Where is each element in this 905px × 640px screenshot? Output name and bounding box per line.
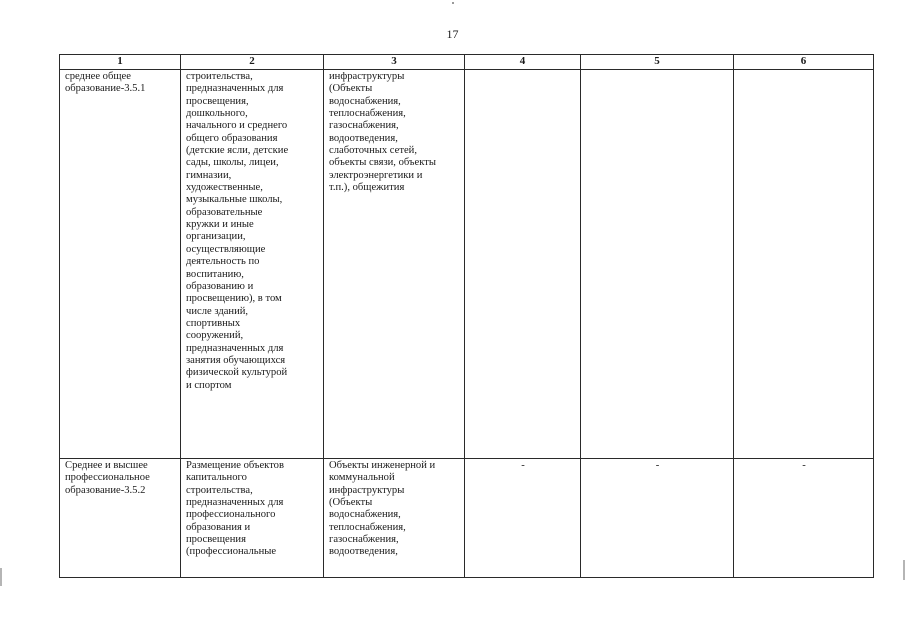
header-cell-6: 6 — [734, 55, 874, 70]
header-cell-5: 5 — [581, 55, 734, 70]
table-row — [60, 459, 874, 578]
cell-description: строительства, предназначенных для просвещения, дошкольного, начального и среднего общего образования (детские ясли, детские сады, школы, лицеи, гимназии, художественные, музыкальные школы, образовательные кружки и иные организации, осуществляющие деятельность по воспитанию, образованию и просвещению), в том числе зданий, спортивных сооружений, предназначенных для занятия обучающихся физической культурой и спортом — [181, 70, 324, 459]
cell-col4 — [465, 70, 581, 459]
table-row — [60, 70, 874, 459]
cell-use-type: Среднее и высшее профессиональное образование-3.5.2 — [60, 459, 181, 578]
page-number: 17 — [446, 27, 459, 41]
scan-speck — [452, 2, 454, 4]
cell-auxiliary-objects: Объекты инженерной и коммунальной инфраструктуры (Объекты водоснабжения, теплоснабжения, газоснабжения, водоотведения, — [324, 459, 465, 578]
cell-col5 — [581, 70, 734, 459]
header-cell-1: 1 — [60, 55, 181, 70]
header-cell-2: 2 — [181, 55, 324, 70]
cell-description: Размещение объектов капитального строительства, предназначенных для профессионального образования и просвещения (профессиональные — [181, 459, 324, 578]
scan-edge-mark-left — [0, 568, 2, 586]
header-row — [60, 55, 874, 70]
cell-col4: - — [465, 459, 581, 578]
cell-use-type: среднее общее образование-3.5.1 — [60, 70, 181, 459]
cell-col6 — [734, 70, 874, 459]
land-use-table — [59, 54, 874, 578]
header-cell-4: 4 — [465, 55, 581, 70]
cell-auxiliary-objects: инфраструктуры (Объекты водоснабжения, теплоснабжения, газоснабжения, водоотведения, слаботочных сетей, объекты связи, объекты электроэнергетики и т.п.), общежития — [324, 70, 465, 459]
cell-col5: - — [581, 459, 734, 578]
cell-col6: - — [734, 459, 874, 578]
header-cell-3: 3 — [324, 55, 465, 70]
